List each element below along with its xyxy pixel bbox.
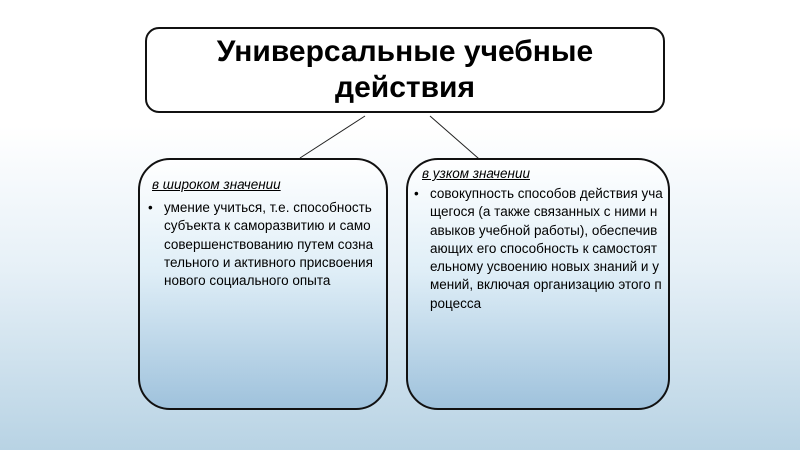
connector-left	[300, 116, 365, 158]
narrow-meaning-item	[414, 185, 664, 313]
narrow-meaning-heading: в узком значении	[422, 166, 530, 181]
bullet-icon: •	[148, 200, 153, 215]
narrow-meaning-card	[406, 158, 670, 410]
broad-meaning-item	[148, 199, 376, 290]
diagram-title: Универсальные учебные действия	[216, 35, 594, 104]
broad-meaning-heading: в широком значении	[152, 177, 281, 192]
broad-meaning-text: умение учиться, т.е. способность субъекта к саморазвитию и самосовершенствованию путем сознательного и активного присвоения нового социального опыта	[164, 200, 374, 289]
title-box	[145, 27, 665, 113]
narrow-meaning-text: совокупность способов действия учащегося (а также связанных с ними навыков учебной работы), обеспечивающих его способность к самостоятельному усвоению новых знаний и умений, включая организацию этого процесса	[430, 186, 663, 311]
broad-meaning-card	[138, 158, 388, 410]
bullet-icon: •	[414, 186, 419, 201]
